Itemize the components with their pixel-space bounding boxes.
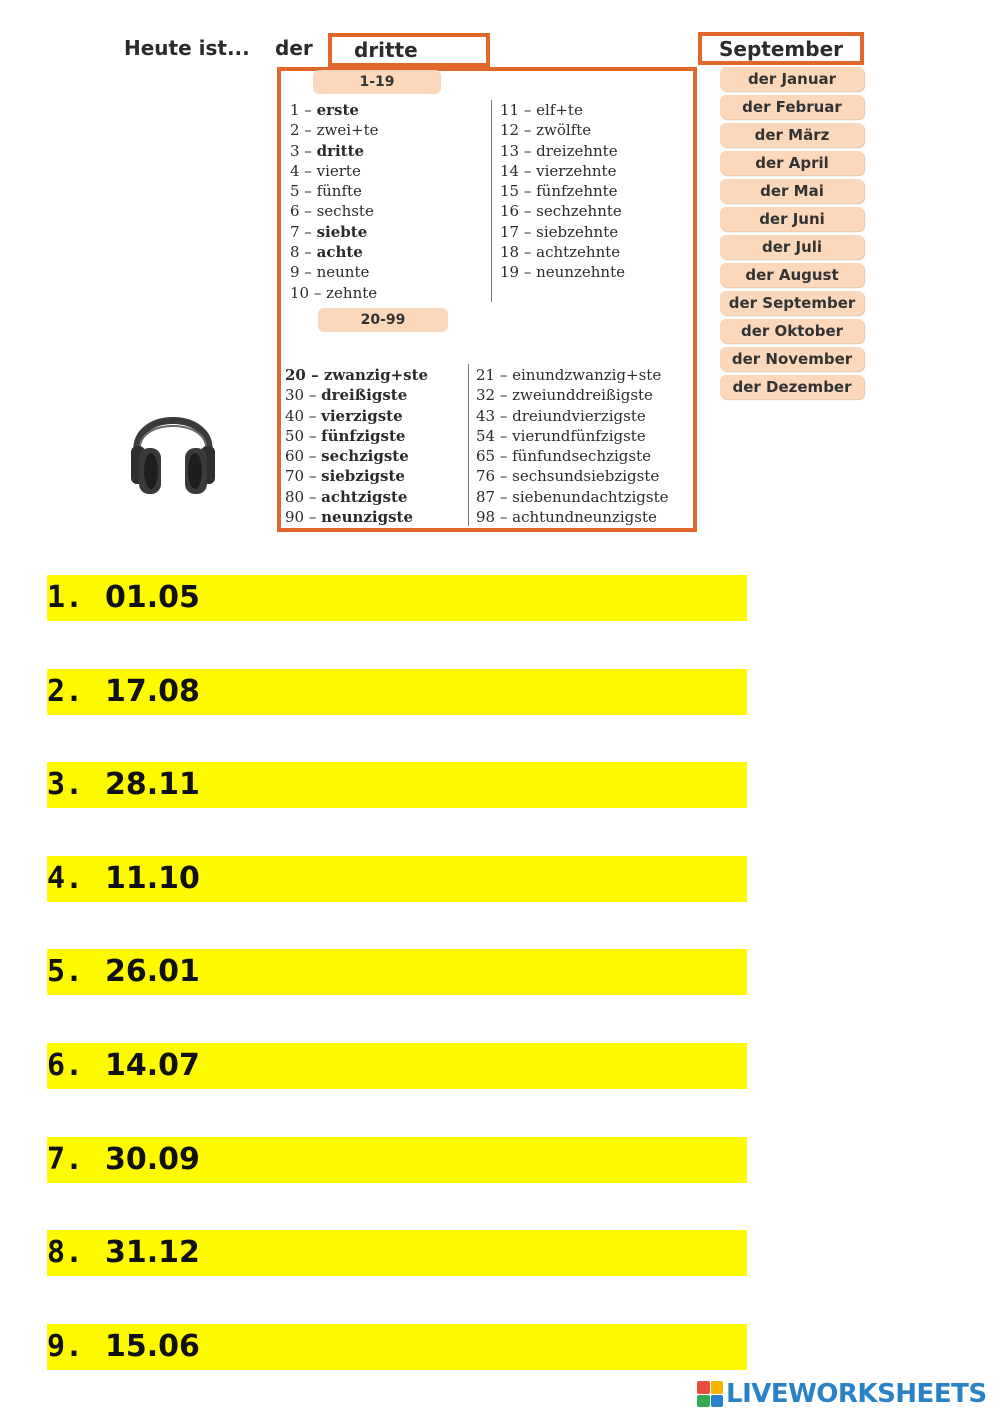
- ordinal-column-1: [290, 100, 378, 303]
- ordinal-row: [500, 161, 625, 181]
- liveworksheets-logo-icon: [697, 1381, 723, 1407]
- ordinal-number: 5 –: [290, 182, 317, 201]
- ordinal-number: 2 –: [290, 121, 317, 140]
- ordinal-row: [500, 141, 625, 161]
- der-label: der: [275, 36, 313, 60]
- column-divider: [468, 364, 469, 526]
- month-item[interactable]: der Juli: [720, 235, 864, 259]
- month-item[interactable]: der Juni: [720, 207, 864, 231]
- month-list: [720, 67, 864, 403]
- exercise-number: 6.: [47, 1048, 84, 1083]
- ordinal-word: siebzigste: [321, 467, 405, 486]
- ordinal-number: 9 –: [290, 263, 317, 282]
- ordinal-word: vierzigste: [321, 406, 403, 425]
- ordinal-number: 30 –: [285, 386, 322, 405]
- ordinal-word: vierte: [316, 161, 361, 180]
- exercise-date: 14.07: [105, 1048, 200, 1083]
- month-answer-field[interactable]: September: [698, 32, 864, 65]
- exercise-number: 9.: [47, 1328, 84, 1364]
- ordinal-word: siebte: [316, 222, 368, 241]
- ordinal-number: 1 –: [290, 101, 317, 119]
- ordinal-number: 40 –: [285, 406, 322, 425]
- ordinal-number: 4 –: [290, 161, 317, 180]
- exercise-number: 1.: [47, 580, 84, 615]
- ordinal-number: 3 –: [290, 141, 317, 160]
- exercise-label: [47, 1043, 200, 1089]
- exercise-number: 7.: [47, 1141, 84, 1177]
- ordinal-word: dreißigste: [321, 386, 408, 405]
- month-item[interactable]: der März: [720, 123, 864, 147]
- ordinal-word: neunzehnte: [536, 263, 625, 282]
- ordinal-row: [500, 100, 625, 120]
- ordinal-row: [290, 161, 378, 181]
- ordinal-column-3: [285, 365, 428, 527]
- ordinal-number: 13 –: [500, 141, 537, 160]
- ordinal-word: fünfzigste: [321, 426, 406, 445]
- exercise-number: 4.: [47, 860, 84, 896]
- brand-name: LIVEWORKSHEETS: [726, 1379, 987, 1409]
- ordinal-row: [500, 201, 625, 221]
- ordinal-row: [290, 100, 378, 120]
- exercise-number: 8.: [47, 1235, 84, 1271]
- ordinal-row: [290, 201, 378, 221]
- ordinal-word: neunte: [316, 263, 370, 282]
- ordinal-number: 11 –: [500, 101, 537, 119]
- ordinal-row: [290, 141, 378, 161]
- ordinal-row: [500, 262, 625, 282]
- ordinal-word: neunzigste: [321, 508, 414, 527]
- ordinal-number: 60 –: [285, 447, 322, 466]
- month-item[interactable]: der Dezember: [720, 375, 864, 399]
- ordinal-number: 16 –: [500, 202, 537, 221]
- ordinal-word: achtzehnte: [536, 243, 621, 262]
- ordinal-row: [476, 426, 669, 446]
- exercise-label: [47, 762, 200, 808]
- ordinal-number: 8 –: [290, 243, 317, 262]
- ordinal-row: [285, 406, 428, 426]
- ordinal-word: sechsundsiebzigste: [512, 467, 660, 486]
- ordinal-word: dreiundvierzigste: [512, 406, 646, 425]
- ordinal-number: 19 –: [500, 263, 537, 282]
- ordinal-word: zweiunddreißigste: [512, 386, 653, 405]
- ordinal-word: einundzwanzig+ste: [512, 366, 662, 384]
- ordinal-word: achtzigste: [321, 487, 408, 506]
- ordinal-row: [285, 507, 428, 527]
- ordinal-row: [285, 446, 428, 466]
- month-item[interactable]: der Februar: [720, 95, 864, 119]
- exercise-date: 01.05: [105, 580, 200, 615]
- month-item[interactable]: der April: [720, 151, 864, 175]
- exercise-label: [47, 575, 200, 621]
- ordinal-row: [290, 181, 378, 201]
- ordinal-number: 12 –: [500, 121, 537, 140]
- ordinal-number: 70 –: [285, 467, 322, 486]
- ordinal-word: erste: [316, 101, 359, 119]
- exercise-date: 26.01: [105, 954, 200, 990]
- ordinal-row: [285, 426, 428, 446]
- range-label-20-99: 20-99: [318, 308, 448, 332]
- ordinal-number: 65 –: [476, 447, 513, 466]
- ordinal-row: [290, 242, 378, 262]
- ordinal-word: zwanzig+ste: [323, 366, 429, 384]
- ordinal-row: [476, 507, 669, 527]
- exercise-date: 28.11: [105, 767, 200, 803]
- exercise-date: 31.12: [105, 1235, 200, 1271]
- exercise-date: 17.08: [105, 673, 200, 709]
- ordinal-number: 20 –: [285, 366, 324, 384]
- ordinal-number: 14 –: [500, 161, 537, 180]
- ordinal-number: 76 –: [476, 467, 513, 486]
- ordinal-column-4: [476, 365, 669, 527]
- ordinal-row: [476, 446, 669, 466]
- liveworksheets-logo: [697, 1378, 987, 1410]
- ordinal-word: zwölfte: [536, 121, 592, 140]
- ordinal-row: [285, 365, 428, 385]
- headphones-icon[interactable]: [125, 390, 221, 500]
- ordinal-row: [476, 487, 669, 507]
- month-item[interactable]: der November: [720, 347, 864, 371]
- month-item[interactable]: der Oktober: [720, 319, 864, 343]
- exercise-label: [47, 856, 200, 902]
- ordinal-number: 21 –: [476, 366, 513, 384]
- exercise-date: 11.10: [105, 860, 200, 896]
- ordinal-number: 80 –: [285, 487, 322, 506]
- ordinal-row: [500, 181, 625, 201]
- ordinal-number: 32 –: [476, 386, 513, 405]
- ordinal-column-2: [500, 100, 625, 283]
- exercise-label: [47, 1324, 200, 1370]
- ordinal-row: [500, 120, 625, 140]
- ordinal-word: fünfundsechzigste: [512, 447, 652, 466]
- ordinal-row: [476, 385, 669, 405]
- ordinal-row: [290, 222, 378, 242]
- exercise-label: [47, 669, 200, 715]
- ordinal-number: 7 –: [290, 222, 317, 241]
- ordinal-number: 10 –: [290, 283, 327, 302]
- heute-ist-label: Heute ist...: [124, 36, 250, 60]
- ordinal-word: dritte: [316, 141, 365, 160]
- ordinal-word: zwei+te: [316, 121, 379, 140]
- ordinal-word: fünfzehnte: [536, 182, 618, 201]
- ordinal-number: 50 –: [285, 426, 322, 445]
- ordinal-word: siebenundachtzigste: [512, 487, 669, 506]
- ordinal-row: [476, 406, 669, 426]
- ordinal-word: achte: [316, 243, 363, 262]
- day-answer-field[interactable]: dritte: [328, 33, 490, 67]
- ordinal-word: zehnte: [326, 283, 378, 302]
- ordinal-number: 15 –: [500, 182, 537, 201]
- ordinal-row: [285, 466, 428, 486]
- ordinal-word: vierundfünfzigste: [512, 426, 646, 445]
- ordinal-word: sechzehnte: [536, 202, 622, 221]
- ordinal-number: 17 –: [500, 222, 537, 241]
- month-item[interactable]: der Januar: [720, 67, 864, 91]
- ordinal-row: [500, 222, 625, 242]
- ordinal-row: [476, 466, 669, 486]
- month-item[interactable]: der August: [720, 263, 864, 287]
- exercise-number: 2.: [47, 673, 84, 709]
- ordinal-number: 18 –: [500, 243, 537, 262]
- ordinal-word: achtundneunzigste: [512, 508, 657, 527]
- exercise-label: [47, 1137, 200, 1183]
- exercise-date: 15.06: [105, 1328, 200, 1364]
- ordinal-row: [290, 262, 378, 282]
- month-item[interactable]: der September: [720, 291, 864, 315]
- month-item[interactable]: der Mai: [720, 179, 864, 203]
- range-label-1-19: 1-19: [313, 70, 441, 94]
- ordinal-number: 87 –: [476, 487, 513, 506]
- exercise-date: 30.09: [105, 1141, 200, 1177]
- exercise-number: 3.: [47, 767, 84, 803]
- ordinal-word: siebzehnte: [536, 222, 619, 241]
- ordinal-number: 90 –: [285, 508, 322, 527]
- exercise-label: [47, 1230, 200, 1276]
- ordinal-number: 6 –: [290, 202, 317, 221]
- column-divider: [491, 100, 492, 302]
- exercise-label: [47, 949, 200, 995]
- ordinal-row: [285, 487, 428, 507]
- ordinal-row: [290, 283, 378, 303]
- ordinal-number: 54 –: [476, 426, 513, 445]
- exercise-number: 5.: [47, 954, 84, 990]
- ordinal-word: sechzigste: [321, 447, 409, 466]
- ordinal-row: [500, 242, 625, 262]
- ordinal-row: [290, 120, 378, 140]
- ordinal-word: vierzehnte: [536, 161, 617, 180]
- ordinal-number: 43 –: [476, 406, 513, 425]
- ordinal-word: elf+te: [536, 101, 583, 119]
- ordinal-number: 98 –: [476, 508, 513, 527]
- ordinal-word: dreizehnte: [536, 141, 618, 160]
- ordinal-word: sechste: [316, 202, 374, 221]
- ordinal-word: fünfte: [316, 182, 362, 201]
- ordinal-row: [476, 365, 669, 385]
- ordinal-row: [285, 385, 428, 405]
